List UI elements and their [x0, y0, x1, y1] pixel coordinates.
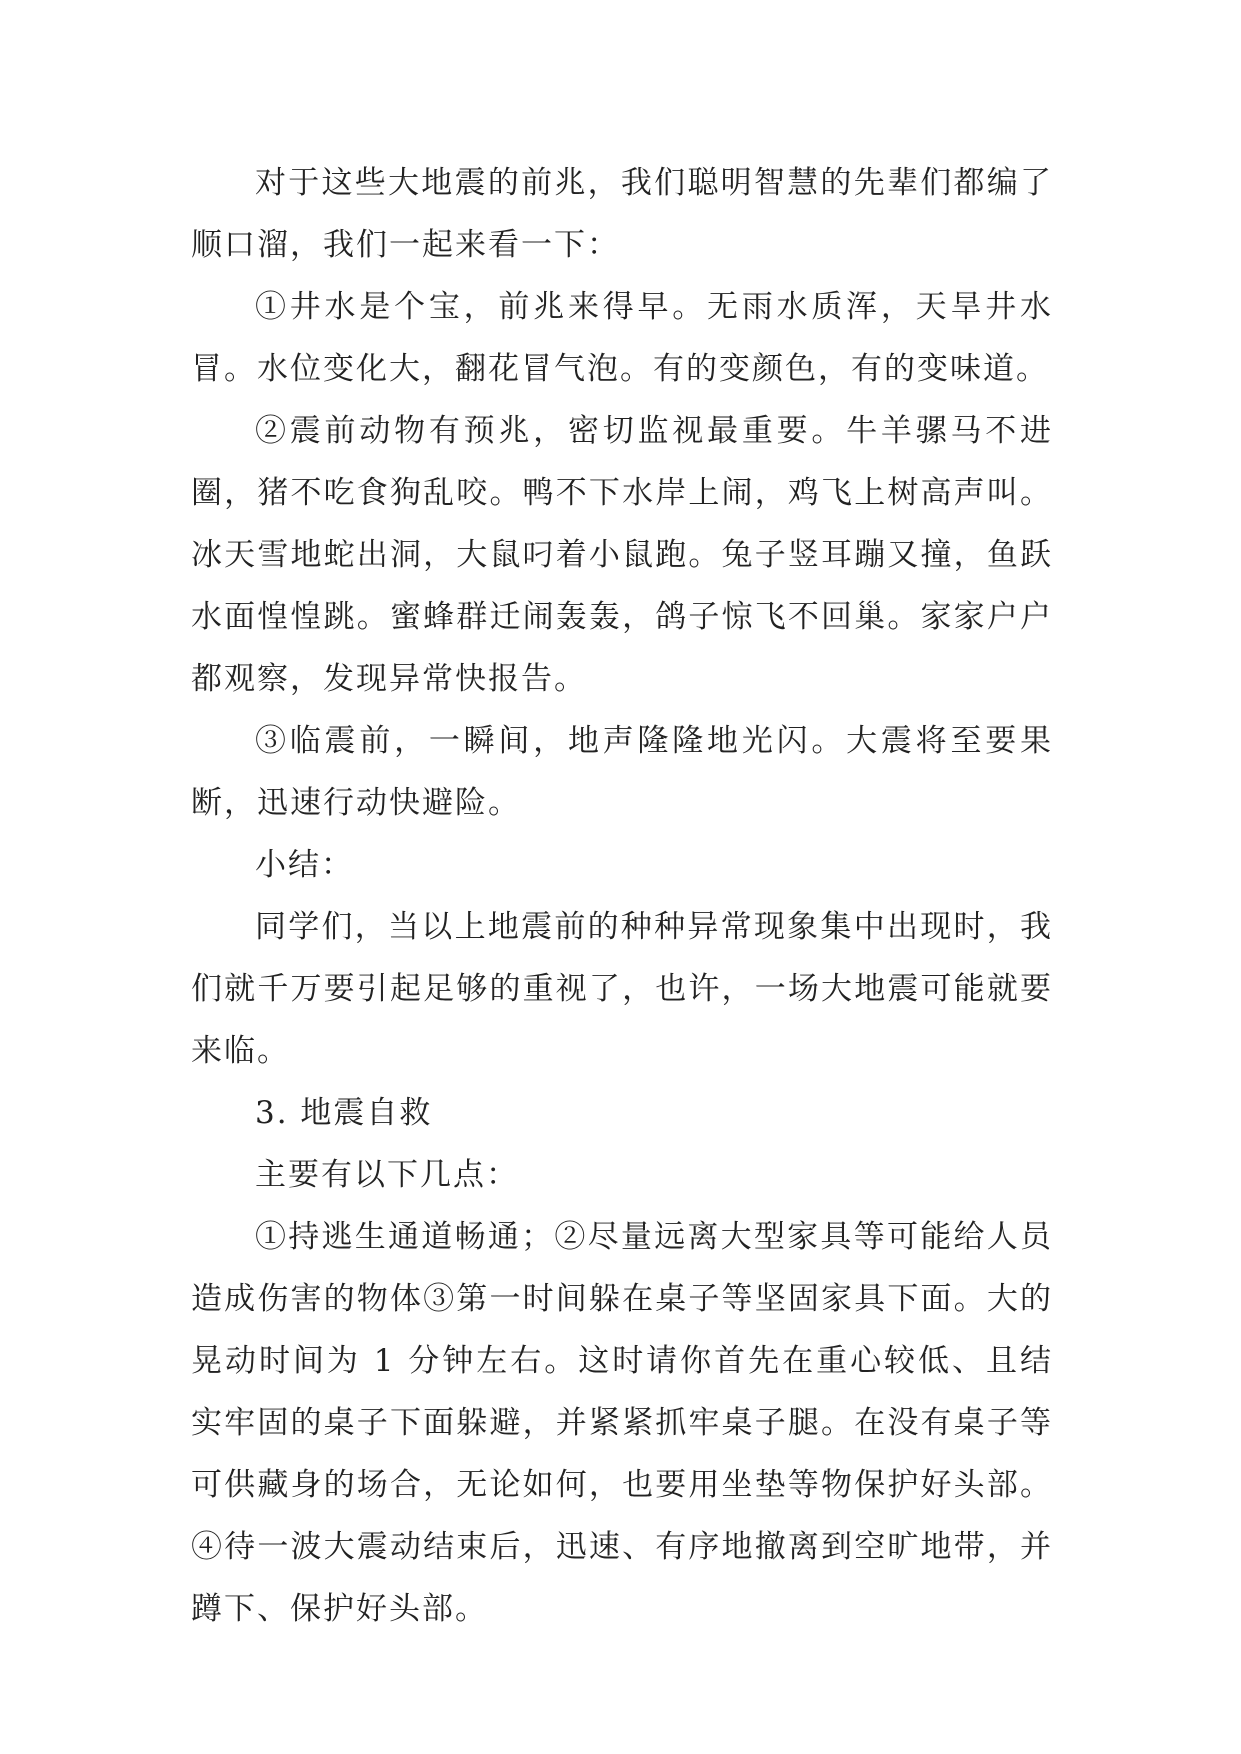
section-heading: 3. 地震自救	[255, 1095, 433, 1131]
paragraph-summary: 同学们，当以上地震前的种种异常现象集中出现时，我们就千万要引起足够的重视了，也许，一场大地震可能就要来临。	[191, 909, 1053, 1069]
paragraph-well-water: ①井水是个宝，前兆来得早。无雨水质浑，天旱井水冒。水位变化大，翻花冒气泡。有的变颜色，有的变味道。	[191, 289, 1053, 387]
paragraph-animals: ②震前动物有预兆，密切监视最重要。牛羊骡马不进圈，猪不吃食狗乱咬。鸭不下水岸上闹，鸡飞上树高声叫。冰天雪地蛇出洞，大鼠叼着小鼠跑。兔子竖耳蹦又撞，鱼跃水面惶惶跳。蜜蜂群迁闹轰轰，鸽子惊飞不回巢。家家户户都观察，发现异常快报告。	[191, 413, 1053, 697]
paragraph-imminent: ③临震前，一瞬间，地声隆隆地光闪。大震将至要果断，迅速行动快避险。	[191, 723, 1053, 821]
paragraph-intro: 对于这些大地震的前兆，我们聪明智慧的先辈们都编了顺口溜，我们一起来看一下：	[191, 165, 1053, 263]
document-body	[191, 152, 1053, 1640]
paragraph-points-intro: 主要有以下几点：	[255, 1157, 519, 1193]
paragraph-summary-label: 小结：	[255, 847, 354, 883]
paragraph-self-rescue: ①持逃生通道畅通；②尽量远离大型家具等可能给人员造成伤害的物体③第一时间躲在桌子等坚固家具下面。大的晃动时间为 1 分钟左右。这时请你首先在重心较低、且结实牢固的桌子下面躲避，并紧紧抓牢桌子腿。在没有桌子等可供藏身的场合，无论如何，也要用坐垫等物保护好头部。④待一波大震动结束后，迅速、有序地撤离到空旷地带，并蹲下、保护好头部。	[191, 1219, 1053, 1627]
